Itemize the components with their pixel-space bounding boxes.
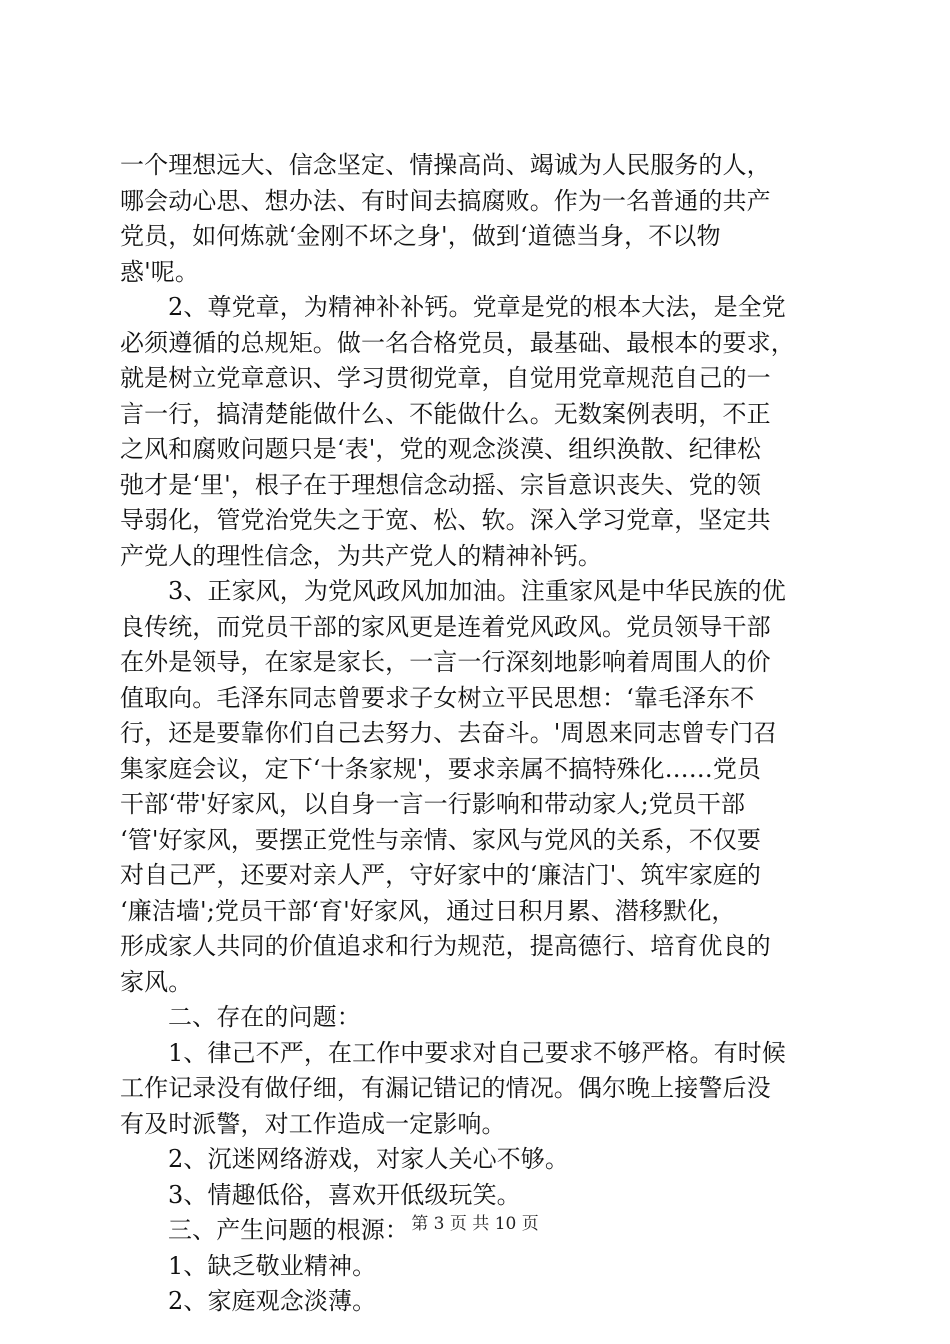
text-line: 在外是领导，在家是家长，一言一行深刻地影响着周围人的价 — [120, 648, 771, 676]
text-line: 工作记录没有做仔细，有漏记错记的情况。偶尔晚上接警后没 — [120, 1074, 771, 1102]
text-line: 形成家人共同的价值追求和行为规范，提高德行、培育优良的 — [120, 932, 771, 960]
document-body — [120, 148, 832, 1320]
text-line: 家风。 — [120, 967, 193, 996]
text-line: 弛才是‘里'，根子在于理想信念动摇、宗旨意识丧失、党的领 — [120, 470, 762, 499]
text-line: 必须遵循的总规矩。做一名合格党员，最基础、最根本的要求， — [120, 328, 795, 357]
text-line: 就是树立党章意识、学习贯彻党章，自觉用党章规范自己的一 — [120, 364, 771, 392]
text-line: ‘廉洁墙';党员干部‘育'好家风，通过日积月累、潜移默化， — [120, 896, 736, 925]
text-line: 产党人的理性信念，为共产党人的精神补钙。 — [120, 541, 602, 570]
text-line: 之风和腐败问题只是‘表'，党的观念淡漠、组织涣散、纪律松 — [120, 435, 762, 463]
text-line: 一个理想远大、信念坚定、情操高尚、竭诚为人民服务的人， — [120, 151, 771, 179]
text-line: 2、尊党章，为精神补补钙。党章是党的根本大法，是全党 — [168, 293, 786, 321]
text-line: 有及时派警，对工作造成一定影响。 — [120, 1109, 506, 1138]
text-line: 言一行，搞清楚能做什么、不能做什么。无数案例表明，不正 — [120, 399, 771, 428]
text-line: 2、家庭观念淡薄。 — [168, 1287, 377, 1315]
text-line: 行，还是要靠你们自己去努力、去奋斗。'周恩来同志曾专门召 — [120, 719, 778, 747]
text-line: ‘管'好家风，要摆正党性与亲情、家风与党风的关系，不仅要 — [120, 825, 762, 854]
text-line: 2、沉迷网络游戏，对家人关心不够。 — [168, 1145, 569, 1173]
text-line: 值取向。毛泽东同志曾要求子女树立平民思想：‘靠毛泽东不 — [120, 683, 755, 712]
text-line: 3、正家风，为党风政风加加油。注重家风是中华民族的优 — [168, 577, 786, 605]
text-line: 对自己严，还要对亲人严，守好家中的‘廉洁门'、筑牢家庭的 — [120, 861, 762, 889]
text-line: 干部‘带'好家风，以自身一言一行影响和带动家人;党员干部 — [120, 790, 746, 818]
page-footer: 第 3 页 共 10 页 — [411, 1214, 539, 1234]
text-line: 党员，如何炼就‘金刚不坏之身'，做到‘道德当身，不以物 — [120, 222, 721, 250]
text-line: 二、存在的问题： — [168, 1003, 361, 1031]
text-line: 三、产生问题的根源： — [168, 1216, 409, 1244]
text-line: 良传统，而党员干部的家风更是连着党风政风。党员领导干部 — [120, 612, 771, 641]
text-line: 哪会动心思、想办法、有时间去搞腐败。作为一名普通的共产 — [120, 186, 771, 215]
text-line: 3、情趣低俗，喜欢开低级玩笑。 — [168, 1180, 521, 1209]
text-line: 集家庭会议，定下‘十条家规'，要求亲属不搞特殊化……党员 — [120, 754, 762, 783]
text-line: 1、缺乏敬业精神。 — [168, 1251, 377, 1280]
text-line: 导弱化，管党治党失之于宽、松、软。深入学习党章，坚定共 — [120, 506, 771, 534]
text-line: 惑'呢。 — [120, 257, 199, 286]
text-line: 1、律己不严，在工作中要求对自己要求不够严格。有时候 — [168, 1038, 786, 1067]
